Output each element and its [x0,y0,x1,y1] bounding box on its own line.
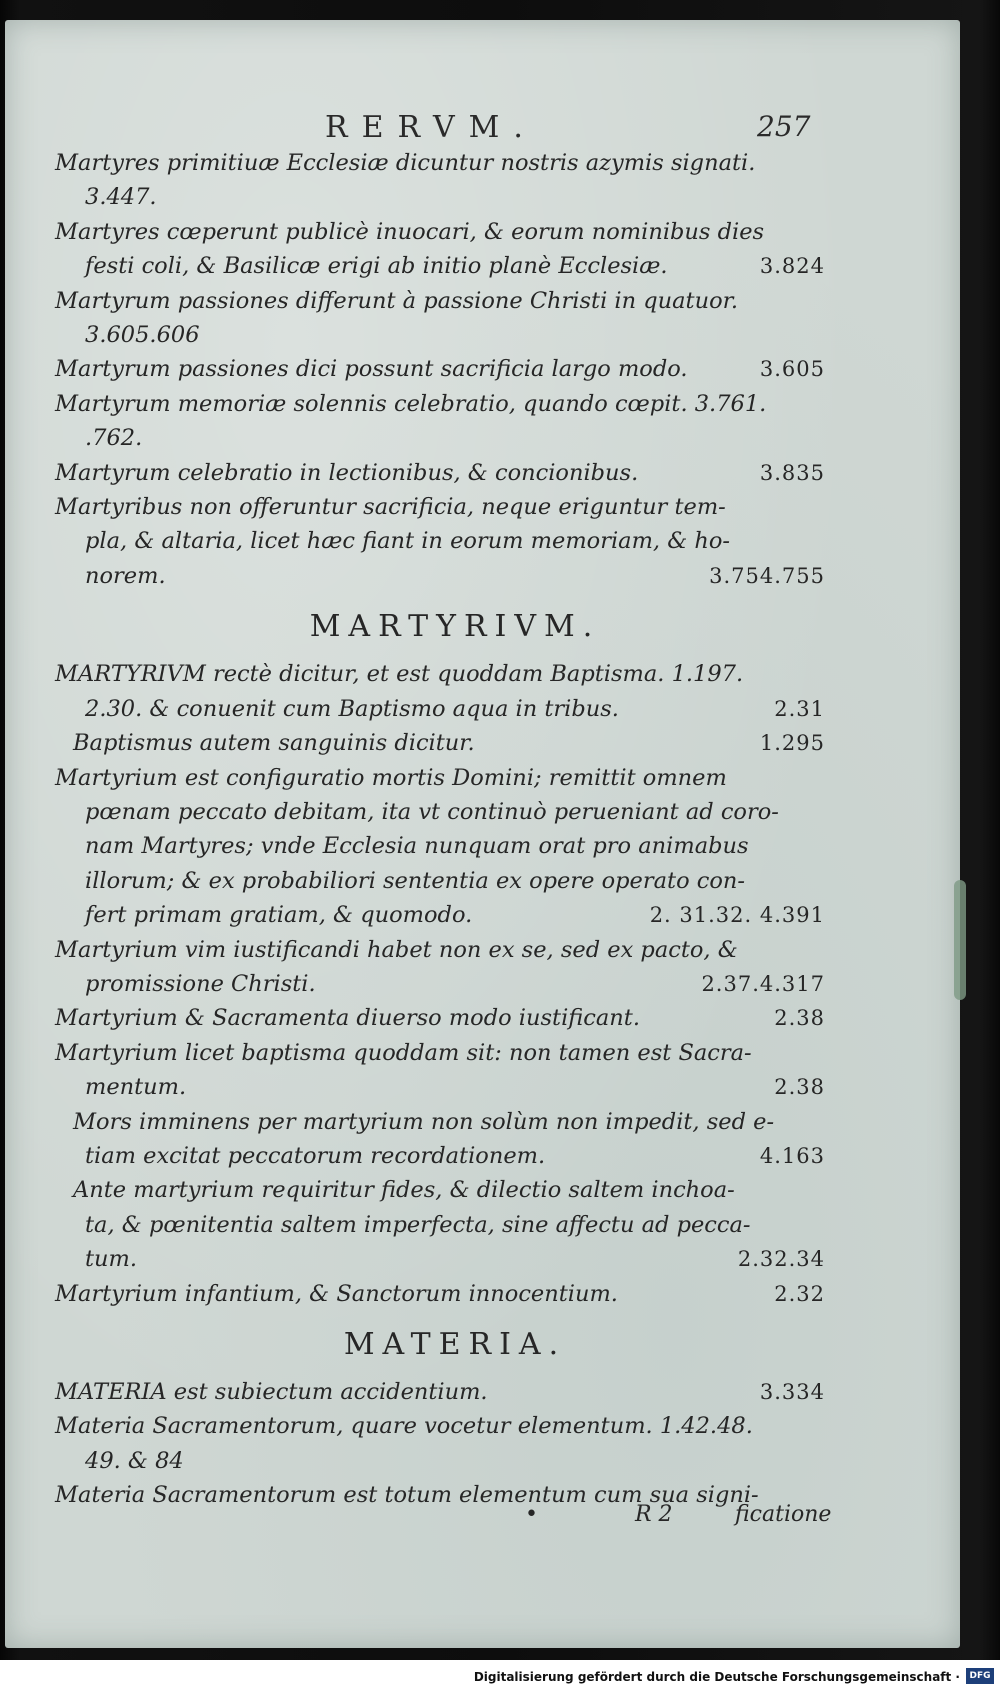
entry-line [55,1070,825,1104]
entry-text: nam Martyres; vnde Ecclesia nunquam orat pro animabus [85,833,749,860]
entry-reference: 2.32 [774,1281,825,1306]
entry-text: Mors imminens per martyrium non solùm non impedit, sed e- [73,1108,775,1135]
entry-line [55,524,815,558]
entry-text: Martyrium vim iustificandi habet non ex se, sed ex pacto, & [55,936,738,963]
entry-text: norem. [85,562,166,589]
entry-reference: 2.31 [774,696,825,721]
entry-text: 49. & 84 [85,1447,184,1474]
section-heading: MARTYRIVM. [309,609,601,645]
index-entry [55,490,825,593]
book-page [5,20,960,1648]
entry-text: MARTYRIVM rectè dicitur, et est quoddam Baptisma. 1.197. [55,661,744,688]
signature-mark: R 2 [635,1502,673,1527]
entry-reference: 3.835 [759,460,825,485]
entry-line [55,318,815,352]
index-entry [55,761,825,933]
entry-text: tum. [85,1246,138,1273]
index-entry [55,352,825,386]
entry-reference: 2.32.34 [737,1247,825,1272]
entry-reference: 4.163 [759,1143,825,1168]
entry-text: Martyrum celebratio in lectionibus, & concionibus. [55,459,639,486]
entry-text: promissione Christi. [85,970,316,997]
entry-text: Martyres cœperunt publicè inuocari, & eorum nominibus dies [55,218,765,245]
entry-reference: 3.754.755 [709,563,825,588]
entry-line [55,1105,815,1139]
index-entry [55,1375,825,1409]
entry-line [55,1001,825,1035]
entry-reference: 3.824 [759,254,825,279]
entry-text: MATERIA est subiectum accidentium. [55,1379,488,1405]
entry-line [55,490,815,524]
digitization-footer [0,1660,1000,1694]
entry-line [55,1242,825,1276]
entry-text: 3.605.606 [85,322,200,349]
entry-line [55,795,815,829]
entry-text: illorum; & ex probabiliori sententia ex opere operato con- [85,867,746,894]
signature-dot: • [525,1502,538,1527]
entry-line [55,1173,815,1207]
entry-line [55,657,815,691]
entry-text: mentum. [85,1074,187,1101]
entry-line [55,215,815,249]
page-number: 257 [757,110,811,143]
index-content [55,146,825,1513]
running-head: RERVM. [325,110,537,145]
entry-line [55,1139,825,1173]
entry-text: .762. [85,425,143,452]
index-entry [55,146,815,215]
entry-text: Martyrium licet baptisma quoddam sit: non tamen est Sacra- [55,1039,752,1066]
catchword-text: ficatione [735,1502,832,1527]
entry-text: Martyrium & Sacramenta diuerso modo iustificant. [55,1005,640,1032]
index-entry [55,1173,825,1276]
entry-line [55,352,825,386]
index-entry [55,1277,825,1311]
entry-reference: 2. 31.32. 4.391 [649,903,825,928]
entry-line [55,387,815,421]
page-header [5,110,960,150]
entry-line [55,180,815,214]
index-entry [55,726,825,760]
entry-reference: 2.38 [774,1075,825,1100]
entry-text: pœnam peccato debitam, ita vt continuò perueniant ad coro- [85,798,779,825]
index-entry [55,1105,825,1174]
index-entry [55,933,825,1002]
entry-text: ta, & pœnitentia saltem imperfecta, sine affectu ad pecca- [85,1211,751,1238]
entry-line [55,1444,815,1478]
entry-text: Martyribus non offeruntur sacrificia, neque eriguntur tem- [55,494,726,521]
entry-reference: 2.37.4.317 [701,971,825,996]
index-entry [55,1001,825,1035]
index-entry [55,657,825,726]
entry-line [55,559,825,593]
entry-text: tiam excitat peccatorum recordationem. [85,1142,546,1169]
entry-line [55,1208,815,1242]
entry-line [55,1409,815,1443]
entry-line [55,692,825,726]
entry-line [55,1277,825,1311]
entry-line [55,456,825,490]
entry-line [55,898,825,932]
entry-line [55,421,815,455]
index-entry [55,456,825,490]
entry-line [55,284,815,318]
index-entry [55,1036,825,1105]
entry-reference: 3.334 [759,1380,825,1404]
entry-line [55,249,825,283]
entry-text: Martyres primitiuæ Ecclesiæ dicuntur nostris azymis signati. [55,150,756,176]
index-entry [55,284,815,353]
entry-line [55,864,815,898]
index-entry [55,1409,815,1478]
entry-line [55,1375,825,1409]
page-footer-catchword [525,1502,832,1536]
entry-text: Martyrum passiones differunt à passione Christi in quatuor. [55,287,739,314]
entry-reference: 3.605 [759,357,825,382]
entry-text: Baptismus autem sanguinis dicitur. [73,730,475,757]
entry-text: Materia Sacramentorum est totum elementum cum sua signi- [55,1482,759,1509]
section-heading: MATERIA. [343,1327,567,1362]
entry-text: Ante martyrium requiritur fides, & dilectio saltem inchoa- [73,1177,735,1204]
entry-text: 3.447. [85,184,157,211]
footer-credit: Digitalisierung gefördert durch die Deutsche Forschungsgemeinschaft · [473,1670,960,1684]
entry-text: Martyrum memoriæ solennis celebratio, quando cœpit. 3.761. [55,390,767,417]
entry-text: fert primam gratiam, & quomodo. [85,902,473,929]
entry-reference: 1.295 [759,731,825,756]
entry-line [55,761,815,795]
entry-line [55,829,815,863]
entry-text: Martyrum passiones dici possunt sacrificia largo modo. [55,356,688,383]
index-entry [55,215,825,284]
index-entry [55,387,815,456]
entry-text: pla, & altaria, licet hæc fiant in eorum memoriam, & ho- [85,528,731,555]
page-edge-mark [954,880,966,1000]
entry-text: Martyrium est configuratio mortis Domini; remittit omnem [55,764,727,791]
entry-reference: 2.38 [774,1006,825,1031]
entry-text: 2.30. & conuenit cum Baptismo aqua in tribus. [85,695,619,722]
entry-line [55,146,815,180]
entry-line [55,726,825,760]
entry-line [55,967,825,1001]
entry-text: Martyrium infantium, & Sanctorum innocentium. [55,1280,618,1307]
dfg-logo: DFG [966,1668,994,1684]
entry-text: Materia Sacramentorum, quare vocetur elementum. 1.42.48. [55,1413,753,1440]
entry-text: festi coli, & Basilicæ erigi ab initio planè Ecclesiæ. [85,253,668,280]
entry-line [55,1036,815,1070]
entry-line [55,933,815,967]
